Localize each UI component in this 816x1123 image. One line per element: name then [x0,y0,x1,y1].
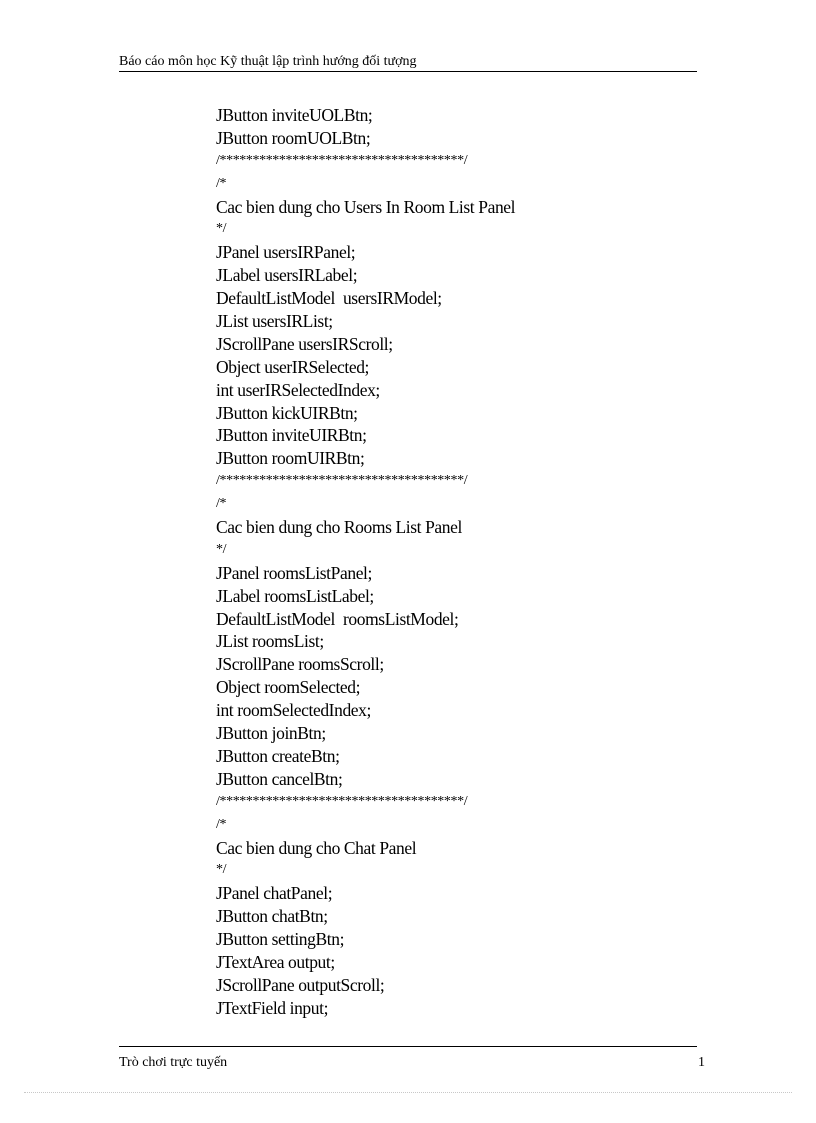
code-line: Cac bien dung cho Chat Panel [216,837,417,858]
code-line: JTextArea output; [216,951,335,972]
page-bottom-border [24,1092,792,1093]
code-line: */ [216,221,227,237]
footer-rule [119,1046,697,1047]
code-line: */ [216,541,227,557]
code-line: int roomSelectedIndex; [216,700,371,721]
code-line: JButton roomUOLBtn; [216,127,371,148]
code-line: JButton settingBtn; [216,929,345,950]
code-line: Object userIRSelected; [216,356,370,377]
code-line: JButton joinBtn; [216,723,326,744]
code-line: Cac bien dung cho Rooms List Panel [216,517,462,538]
page-header [119,53,697,72]
code-line: JButton chatBtn; [216,906,328,927]
code-line: DefaultListModel usersIRModel; [216,288,442,309]
code-line: JPanel usersIRPanel; [216,242,356,263]
code-line: /*************************************/ [216,473,468,489]
code-line: JButton inviteUIRBtn; [216,425,367,446]
code-line: /*************************************/ [216,793,468,809]
page-number: 1 [698,1055,705,1070]
code-line: JButton createBtn; [216,745,340,766]
code-line: JList usersIRList; [216,311,333,332]
code-line: /* [216,175,227,191]
code-line: Cac bien dung cho Users In Room List Panel [216,196,516,217]
code-line: DefaultListModel roomsListModel; [216,608,459,629]
footer-title: Trò chơi trực tuyến [119,1055,228,1070]
code-line: JScrollPane outputScroll; [216,974,385,995]
code-line: /* [216,816,227,832]
code-line: JLabel roomsListLabel; [216,585,374,606]
code-line: int userIRSelectedIndex; [216,379,380,400]
header-title: Báo cáo môn học Kỹ thuật lập trình hướng đối tượng [119,54,417,69]
page-footer [119,1046,705,1076]
code-line: JPanel roomsListPanel; [216,562,372,583]
code-line: JScrollPane roomsScroll; [216,654,384,675]
code-line: */ [216,862,227,878]
code-line: JList roomsList; [216,631,324,652]
code-line: JButton cancelBtn; [216,768,343,789]
code-line: /*************************************/ [216,152,468,168]
code-line: JPanel chatPanel; [216,883,333,904]
code-line: /* [216,496,227,512]
code-line: JTextField input; [216,997,329,1018]
code-line: Object roomSelected; [216,677,361,698]
code-line: JScrollPane usersIRScroll; [216,333,393,354]
code-line: JButton inviteUOLBtn; [216,105,373,125]
code-listing [216,104,696,1020]
code-line: JLabel usersIRLabel; [216,265,358,286]
code-line: JButton roomUIRBtn; [216,448,365,469]
code-line: JButton kickUIRBtn; [216,402,358,423]
